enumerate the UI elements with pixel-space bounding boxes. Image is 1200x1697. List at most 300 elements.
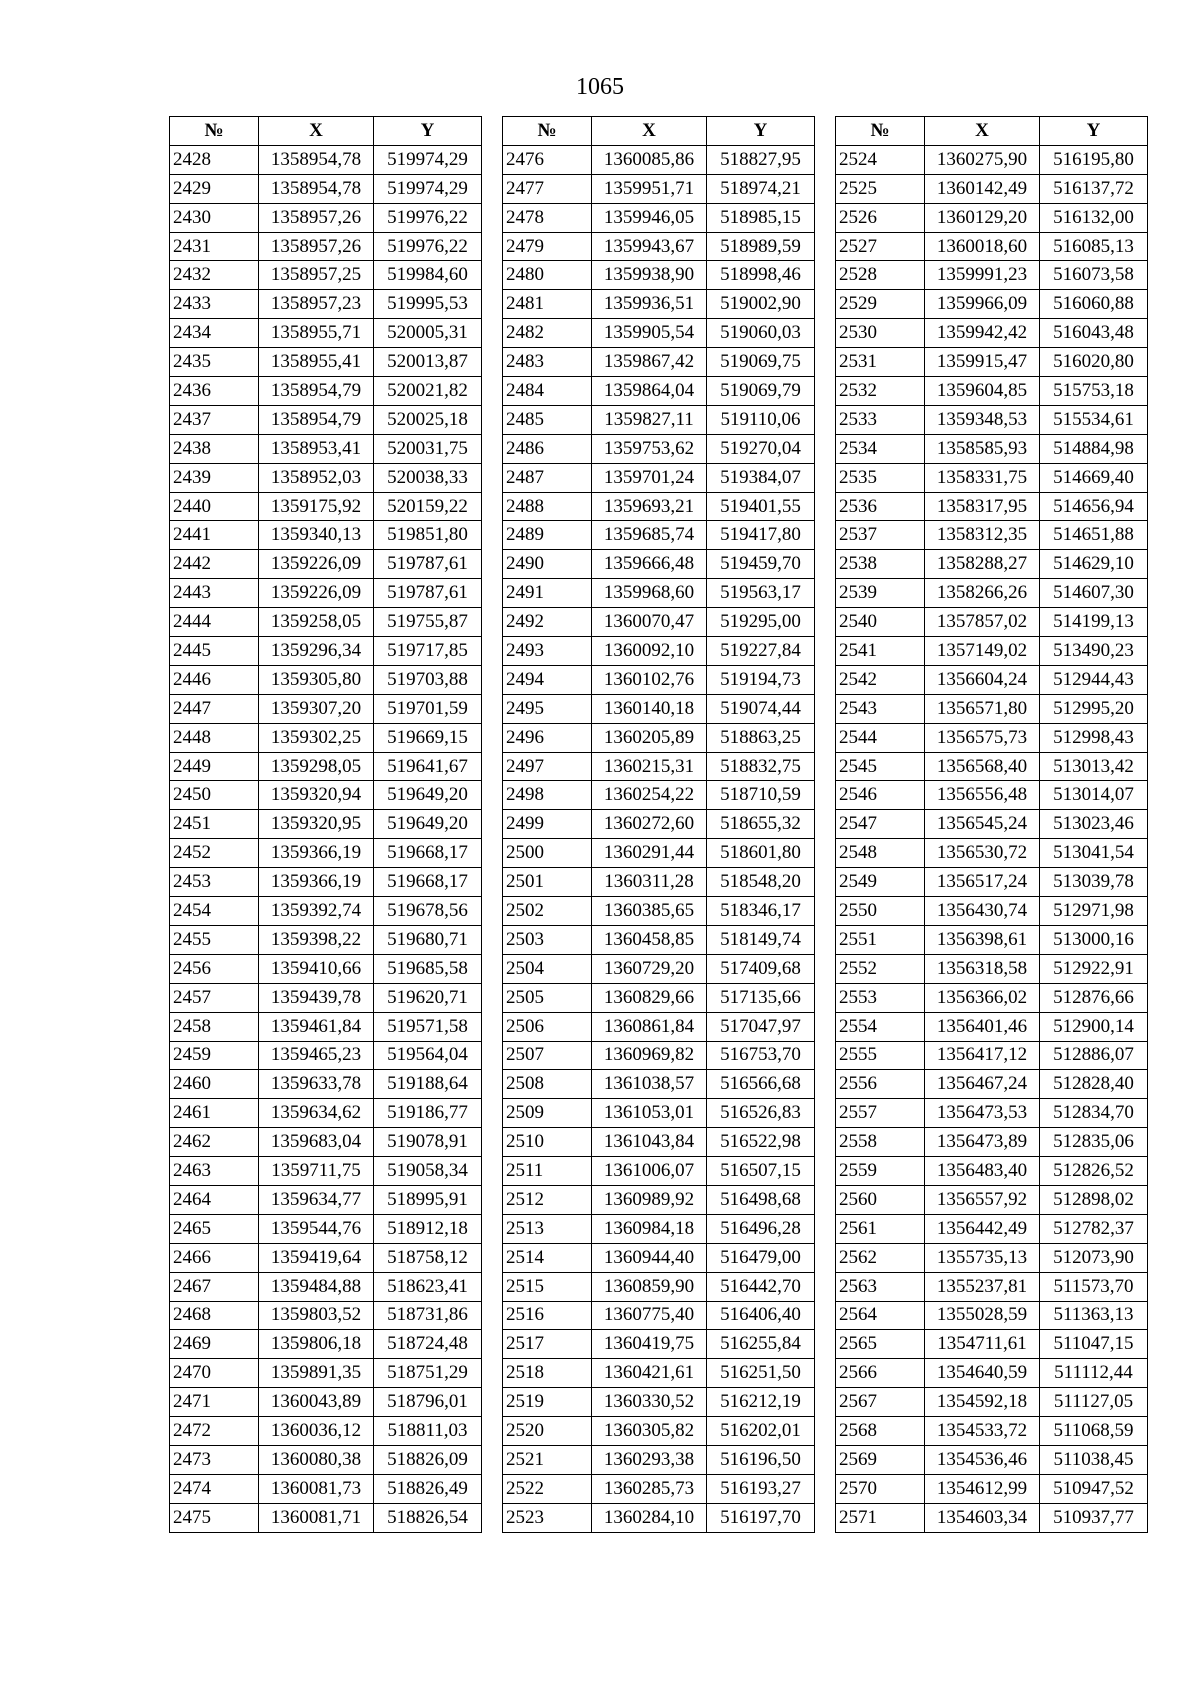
table-row <box>836 752 1148 781</box>
table-row <box>170 1359 482 1388</box>
table-row <box>836 434 1148 463</box>
cell-y: 518710,59 <box>707 781 815 810</box>
table-row <box>170 348 482 377</box>
cell-number: 2446 <box>170 665 259 694</box>
table-row <box>170 608 482 637</box>
table-row <box>170 1041 482 1070</box>
cell-number: 2552 <box>836 954 925 983</box>
table-row <box>836 608 1148 637</box>
cell-x: 1359296,34 <box>259 637 374 666</box>
table-row <box>503 1359 815 1388</box>
cell-number: 2470 <box>170 1359 259 1388</box>
cell-y: 516085,13 <box>1040 232 1148 261</box>
table-row <box>503 1128 815 1157</box>
coordinates-table-1 <box>169 116 482 1533</box>
table-row <box>503 723 815 752</box>
cell-number: 2571 <box>836 1503 925 1532</box>
table-row <box>503 1301 815 1330</box>
cell-x: 1354640,59 <box>925 1359 1040 1388</box>
cell-number: 2496 <box>503 723 592 752</box>
table-header-row <box>836 117 1148 146</box>
table-row <box>503 839 815 868</box>
table-row <box>503 897 815 926</box>
cell-number: 2558 <box>836 1128 925 1157</box>
table-row <box>836 377 1148 406</box>
table-row <box>836 1388 1148 1417</box>
table-row <box>503 319 815 348</box>
cell-x: 1354603,34 <box>925 1503 1040 1532</box>
table-row <box>503 1012 815 1041</box>
cell-y: 512898,02 <box>1040 1185 1148 1214</box>
cell-y: 519186,77 <box>374 1099 482 1128</box>
cell-x: 1354592,18 <box>925 1388 1040 1417</box>
cell-number: 2457 <box>170 983 259 1012</box>
cell-x: 1358952,03 <box>259 463 374 492</box>
cell-x: 1356318,58 <box>925 954 1040 983</box>
cell-y: 516197,70 <box>707 1503 815 1532</box>
cell-y: 519417,80 <box>707 521 815 550</box>
cell-number: 2506 <box>503 1012 592 1041</box>
cell-number: 2532 <box>836 377 925 406</box>
cell-number: 2433 <box>170 290 259 319</box>
cell-x: 1358957,26 <box>259 203 374 232</box>
table-row <box>503 145 815 174</box>
cell-number: 2499 <box>503 810 592 839</box>
table-row <box>503 1243 815 1272</box>
cell-number: 2545 <box>836 752 925 781</box>
table-row <box>503 463 815 492</box>
table-row <box>170 145 482 174</box>
cell-x: 1358954,79 <box>259 405 374 434</box>
cell-x: 1359905,54 <box>592 319 707 348</box>
cell-x: 1356417,12 <box>925 1041 1040 1070</box>
cell-number: 2536 <box>836 492 925 521</box>
cell-y: 512944,43 <box>1040 665 1148 694</box>
table-row <box>170 983 482 1012</box>
cell-x: 1359806,18 <box>259 1330 374 1359</box>
cell-x: 1356517,24 <box>925 868 1040 897</box>
cell-x: 1356568,40 <box>925 752 1040 781</box>
cell-y: 519668,17 <box>374 868 482 897</box>
cell-y: 519787,61 <box>374 579 482 608</box>
cell-y: 519270,04 <box>707 434 815 463</box>
cell-x: 1360305,82 <box>592 1417 707 1446</box>
table-row <box>503 637 815 666</box>
cell-y: 516132,00 <box>1040 203 1148 232</box>
cell-y: 520025,18 <box>374 405 482 434</box>
table-row <box>170 1012 482 1041</box>
table-row <box>170 1070 482 1099</box>
cell-x: 1355735,13 <box>925 1243 1040 1272</box>
table-row <box>836 1474 1148 1503</box>
cell-x: 1355028,59 <box>925 1301 1040 1330</box>
table-row <box>503 434 815 463</box>
cell-number: 2544 <box>836 723 925 752</box>
cell-x: 1358954,78 <box>259 145 374 174</box>
cell-number: 2469 <box>170 1330 259 1359</box>
cell-y: 512828,40 <box>1040 1070 1148 1099</box>
table-row <box>836 405 1148 434</box>
header-x: X <box>259 117 374 146</box>
cell-number: 2454 <box>170 897 259 926</box>
cell-x: 1360859,90 <box>592 1272 707 1301</box>
cell-number: 2540 <box>836 608 925 637</box>
cell-y: 512073,90 <box>1040 1243 1148 1272</box>
cell-x: 1361006,07 <box>592 1157 707 1186</box>
cell-y: 519641,67 <box>374 752 482 781</box>
table-row <box>170 868 482 897</box>
cell-x: 1360018,60 <box>925 232 1040 261</box>
cell-number: 2555 <box>836 1041 925 1070</box>
cell-y: 512834,70 <box>1040 1099 1148 1128</box>
cell-y: 516406,40 <box>707 1301 815 1330</box>
cell-number: 2448 <box>170 723 259 752</box>
table-row <box>836 521 1148 550</box>
cell-number: 2487 <box>503 463 592 492</box>
header-y: Y <box>707 117 815 146</box>
table-row <box>503 781 815 810</box>
cell-x: 1359305,80 <box>259 665 374 694</box>
cell-y: 518832,75 <box>707 752 815 781</box>
table-row <box>836 954 1148 983</box>
cell-y: 515534,61 <box>1040 405 1148 434</box>
cell-x: 1359226,09 <box>259 550 374 579</box>
cell-x: 1359392,74 <box>259 897 374 926</box>
cell-number: 2530 <box>836 319 925 348</box>
cell-number: 2434 <box>170 319 259 348</box>
table-row <box>836 203 1148 232</box>
table-row <box>836 983 1148 1012</box>
cell-y: 512922,91 <box>1040 954 1148 983</box>
cell-x: 1361043,84 <box>592 1128 707 1157</box>
cell-y: 519717,85 <box>374 637 482 666</box>
cell-x: 1356473,89 <box>925 1128 1040 1157</box>
cell-y: 519384,07 <box>707 463 815 492</box>
cell-number: 2480 <box>503 261 592 290</box>
cell-x: 1360205,89 <box>592 723 707 752</box>
cell-number: 2472 <box>170 1417 259 1446</box>
cell-number: 2440 <box>170 492 259 521</box>
table-row <box>170 405 482 434</box>
cell-x: 1359693,21 <box>592 492 707 521</box>
table-row <box>503 290 815 319</box>
table-row <box>503 1445 815 1474</box>
cell-x: 1356442,49 <box>925 1214 1040 1243</box>
cell-number: 2477 <box>503 174 592 203</box>
cell-y: 519002,90 <box>707 290 815 319</box>
cell-x: 1358954,78 <box>259 174 374 203</box>
cell-x: 1359666,48 <box>592 550 707 579</box>
cell-x: 1359320,95 <box>259 810 374 839</box>
table-row <box>503 1157 815 1186</box>
table-row <box>503 1503 815 1532</box>
cell-number: 2464 <box>170 1185 259 1214</box>
cell-number: 2453 <box>170 868 259 897</box>
cell-x: 1358955,41 <box>259 348 374 377</box>
cell-number: 2513 <box>503 1214 592 1243</box>
cell-number: 2484 <box>503 377 592 406</box>
table-row <box>503 579 815 608</box>
cell-number: 2430 <box>170 203 259 232</box>
cell-y: 516507,15 <box>707 1157 815 1186</box>
table-row <box>836 1012 1148 1041</box>
cell-y: 519668,17 <box>374 839 482 868</box>
cell-number: 2500 <box>503 839 592 868</box>
cell-x: 1356556,48 <box>925 781 1040 810</box>
table-header-row <box>170 117 482 146</box>
table-row <box>836 1214 1148 1243</box>
cell-y: 519074,44 <box>707 694 815 723</box>
cell-number: 2508 <box>503 1070 592 1099</box>
cell-y: 519620,71 <box>374 983 482 1012</box>
table-row <box>836 1445 1148 1474</box>
cell-y: 518826,49 <box>374 1474 482 1503</box>
cell-y: 519974,29 <box>374 145 482 174</box>
cell-y: 512782,37 <box>1040 1214 1148 1243</box>
cell-number: 2511 <box>503 1157 592 1186</box>
cell-number: 2543 <box>836 694 925 723</box>
cell-y: 519678,56 <box>374 897 482 926</box>
cell-y: 513014,07 <box>1040 781 1148 810</box>
table-row <box>836 290 1148 319</box>
cell-number: 2529 <box>836 290 925 319</box>
cell-number: 2515 <box>503 1272 592 1301</box>
cell-y: 518758,12 <box>374 1243 482 1272</box>
cell-x: 1359683,04 <box>259 1128 374 1157</box>
cell-y: 519571,58 <box>374 1012 482 1041</box>
cell-number: 2463 <box>170 1157 259 1186</box>
cell-number: 2519 <box>503 1388 592 1417</box>
cell-number: 2442 <box>170 550 259 579</box>
cell-x: 1360984,18 <box>592 1214 707 1243</box>
cell-y: 519459,70 <box>707 550 815 579</box>
cell-number: 2438 <box>170 434 259 463</box>
cell-x: 1360291,44 <box>592 839 707 868</box>
table-row <box>503 1041 815 1070</box>
cell-y: 510937,77 <box>1040 1503 1148 1532</box>
table-row <box>836 232 1148 261</box>
header-x: X <box>925 117 1040 146</box>
cell-x: 1358312,35 <box>925 521 1040 550</box>
cell-x: 1359753,62 <box>592 434 707 463</box>
cell-x: 1360070,47 <box>592 608 707 637</box>
cell-x: 1358288,27 <box>925 550 1040 579</box>
cell-y: 516522,98 <box>707 1128 815 1157</box>
coordinates-table-3 <box>835 116 1148 1533</box>
cell-x: 1358331,75 <box>925 463 1040 492</box>
cell-y: 519703,88 <box>374 665 482 694</box>
cell-x: 1359226,09 <box>259 579 374 608</box>
cell-x: 1359307,20 <box>259 694 374 723</box>
cell-number: 2557 <box>836 1099 925 1128</box>
table-row <box>170 1128 482 1157</box>
cell-x: 1360102,76 <box>592 665 707 694</box>
table-row <box>170 637 482 666</box>
table-row <box>503 232 815 261</box>
cell-number: 2476 <box>503 145 592 174</box>
cell-y: 518826,54 <box>374 1503 482 1532</box>
cell-y: 516073,58 <box>1040 261 1148 290</box>
cell-x: 1359461,84 <box>259 1012 374 1041</box>
cell-number: 2432 <box>170 261 259 290</box>
table-row <box>836 1041 1148 1070</box>
table-row <box>503 752 815 781</box>
cell-x: 1356571,80 <box>925 694 1040 723</box>
cell-y: 511363,13 <box>1040 1301 1148 1330</box>
cell-number: 2437 <box>170 405 259 434</box>
cell-y: 514884,98 <box>1040 434 1148 463</box>
cell-number: 2460 <box>170 1070 259 1099</box>
cell-x: 1360142,49 <box>925 174 1040 203</box>
cell-x: 1360043,89 <box>259 1388 374 1417</box>
cell-number: 2450 <box>170 781 259 810</box>
cell-number: 2503 <box>503 925 592 954</box>
table-row <box>836 1070 1148 1099</box>
cell-x: 1359827,11 <box>592 405 707 434</box>
cell-number: 2565 <box>836 1330 925 1359</box>
table-row <box>503 665 815 694</box>
cell-y: 516526,83 <box>707 1099 815 1128</box>
cell-x: 1360944,40 <box>592 1243 707 1272</box>
cell-x: 1358953,41 <box>259 434 374 463</box>
cell-number: 2429 <box>170 174 259 203</box>
cell-y: 517135,66 <box>707 983 815 1012</box>
cell-y: 519564,04 <box>374 1041 482 1070</box>
cell-y: 518998,46 <box>707 261 815 290</box>
cell-y: 519976,22 <box>374 232 482 261</box>
cell-number: 2538 <box>836 550 925 579</box>
header-y: Y <box>374 117 482 146</box>
cell-number: 2468 <box>170 1301 259 1330</box>
cell-y: 514656,94 <box>1040 492 1148 521</box>
table-row <box>503 521 815 550</box>
table-row <box>836 723 1148 752</box>
cell-x: 1360458,85 <box>592 925 707 954</box>
cell-number: 2451 <box>170 810 259 839</box>
table-row <box>503 1330 815 1359</box>
cell-x: 1358957,25 <box>259 261 374 290</box>
cell-y: 512995,20 <box>1040 694 1148 723</box>
cell-x: 1358317,95 <box>925 492 1040 521</box>
header-y: Y <box>1040 117 1148 146</box>
cell-number: 2560 <box>836 1185 925 1214</box>
cell-number: 2502 <box>503 897 592 926</box>
cell-x: 1359439,78 <box>259 983 374 1012</box>
cell-x: 1360081,71 <box>259 1503 374 1532</box>
table-row <box>170 492 482 521</box>
page-number: 1065 <box>576 74 624 100</box>
cell-number: 2479 <box>503 232 592 261</box>
cell-x: 1360254,22 <box>592 781 707 810</box>
cell-x: 1359484,88 <box>259 1272 374 1301</box>
cell-x: 1355237,81 <box>925 1272 1040 1301</box>
cell-number: 2518 <box>503 1359 592 1388</box>
cell-x: 1359966,09 <box>925 290 1040 319</box>
cell-y: 518826,09 <box>374 1445 482 1474</box>
cell-x: 1358955,71 <box>259 319 374 348</box>
cell-y: 512826,52 <box>1040 1157 1148 1186</box>
table-header-row <box>503 117 815 146</box>
table-row <box>170 694 482 723</box>
cell-x: 1360311,28 <box>592 868 707 897</box>
cell-y: 518623,41 <box>374 1272 482 1301</box>
cell-x: 1360729,20 <box>592 954 707 983</box>
cell-number: 2449 <box>170 752 259 781</box>
cell-number: 2462 <box>170 1128 259 1157</box>
table-row <box>503 1272 815 1301</box>
cell-y: 511127,05 <box>1040 1388 1148 1417</box>
cell-y: 512886,07 <box>1040 1041 1148 1070</box>
cell-x: 1357149,02 <box>925 637 1040 666</box>
table-row <box>170 1388 482 1417</box>
cell-y: 519295,00 <box>707 608 815 637</box>
cell-x: 1359938,90 <box>592 261 707 290</box>
cell-x: 1359175,92 <box>259 492 374 521</box>
table-row <box>170 1243 482 1272</box>
table-row <box>836 1243 1148 1272</box>
cell-y: 514629,10 <box>1040 550 1148 579</box>
table-row <box>170 174 482 203</box>
table-row <box>503 1099 815 1128</box>
table-row <box>170 1185 482 1214</box>
cell-number: 2461 <box>170 1099 259 1128</box>
cell-x: 1360272,60 <box>592 810 707 839</box>
table-row <box>503 261 815 290</box>
cell-number: 2491 <box>503 579 592 608</box>
cell-x: 1359348,53 <box>925 405 1040 434</box>
cell-x: 1359633,78 <box>259 1070 374 1099</box>
cell-number: 2431 <box>170 232 259 261</box>
cell-y: 518995,91 <box>374 1185 482 1214</box>
cell-y: 518655,32 <box>707 810 815 839</box>
table-row <box>170 290 482 319</box>
cell-x: 1358266,26 <box>925 579 1040 608</box>
cell-x: 1360215,31 <box>592 752 707 781</box>
cell-y: 519110,06 <box>707 405 815 434</box>
cell-x: 1358957,23 <box>259 290 374 319</box>
cell-number: 2547 <box>836 810 925 839</box>
cell-number: 2478 <box>503 203 592 232</box>
cell-number: 2528 <box>836 261 925 290</box>
cell-y: 516195,80 <box>1040 145 1148 174</box>
cell-number: 2539 <box>836 579 925 608</box>
cell-x: 1360275,90 <box>925 145 1040 174</box>
table-row <box>836 1301 1148 1330</box>
cell-x: 1359946,05 <box>592 203 707 232</box>
cell-number: 2553 <box>836 983 925 1012</box>
table-row <box>170 1503 482 1532</box>
cell-y: 518827,95 <box>707 145 815 174</box>
cell-x: 1360285,73 <box>592 1474 707 1503</box>
cell-x: 1356545,24 <box>925 810 1040 839</box>
table-row <box>503 1185 815 1214</box>
cell-x: 1360861,84 <box>592 1012 707 1041</box>
cell-y: 518912,18 <box>374 1214 482 1243</box>
cell-x: 1354711,61 <box>925 1330 1040 1359</box>
table-row <box>836 925 1148 954</box>
cell-y: 519649,20 <box>374 781 482 810</box>
cell-number: 2514 <box>503 1243 592 1272</box>
cell-x: 1359604,85 <box>925 377 1040 406</box>
table-row <box>170 521 482 550</box>
table-row <box>170 1445 482 1474</box>
cell-y: 515753,18 <box>1040 377 1148 406</box>
cell-x: 1358957,26 <box>259 232 374 261</box>
cell-number: 2548 <box>836 839 925 868</box>
cell-y: 519851,80 <box>374 521 482 550</box>
cell-y: 518811,03 <box>374 1417 482 1446</box>
cell-x: 1359366,19 <box>259 839 374 868</box>
